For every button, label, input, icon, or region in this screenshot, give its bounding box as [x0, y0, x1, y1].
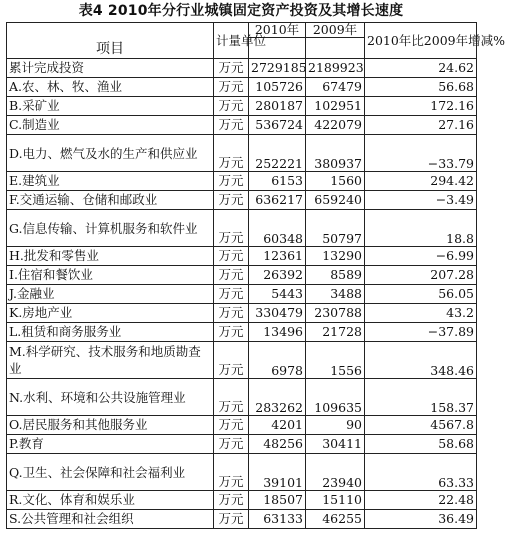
- row-change: 294.42: [365, 172, 477, 191]
- row-change: 27.16: [365, 116, 477, 135]
- row-value-2009: 1560: [306, 172, 365, 191]
- table-row: [7, 342, 477, 379]
- row-name: 累计完成投资: [7, 59, 214, 78]
- row-name: G.信息传输、计算机服务和软件业: [7, 210, 214, 247]
- header-change: 2010年比2009年增减%: [365, 23, 477, 59]
- row-value-2010: 280187: [249, 97, 306, 116]
- row-name: K.房地产业: [7, 304, 214, 323]
- row-value-2010: 63133: [249, 510, 306, 529]
- row-value-2010: 105726: [249, 78, 306, 97]
- row-change: −37.89: [365, 323, 477, 342]
- row-value-2009: 380937: [306, 135, 365, 172]
- row-unit: 万元: [214, 247, 249, 266]
- table-row: [7, 116, 477, 135]
- row-name: R.文化、体育和娱乐业: [7, 491, 214, 510]
- row-change: −33.79: [365, 135, 477, 172]
- row-value-2010: 6978: [249, 342, 306, 379]
- row-value-2010: 6153: [249, 172, 306, 191]
- table-row: [7, 454, 477, 491]
- table-row: [7, 304, 477, 323]
- row-unit: 万元: [214, 97, 249, 116]
- row-value-2010: 39101: [249, 454, 306, 491]
- table-row: [7, 285, 477, 304]
- row-value-2009: 67479: [306, 78, 365, 97]
- row-unit: 万元: [214, 323, 249, 342]
- table-row: [7, 59, 477, 78]
- row-change: 36.49: [365, 510, 477, 529]
- table-body: [7, 59, 477, 529]
- table-row: [7, 416, 477, 435]
- row-value-2010: 60348: [249, 210, 306, 247]
- row-value-2009: 659240: [306, 191, 365, 210]
- row-name: D.电力、燃气及水的生产和供应业: [7, 135, 214, 172]
- row-unit: 万元: [214, 172, 249, 191]
- row-value-2010: 13496: [249, 323, 306, 342]
- row-name: L.租赁和商务服务业: [7, 323, 214, 342]
- row-unit: 万元: [214, 266, 249, 285]
- row-change: −6.99: [365, 247, 477, 266]
- row-value-2009: 21728: [306, 323, 365, 342]
- row-name: S.公共管理和社会组织: [7, 510, 214, 529]
- row-name: C.制造业: [7, 116, 214, 135]
- table-row: [7, 435, 477, 454]
- row-name: E.建筑业: [7, 172, 214, 191]
- row-unit: 万元: [214, 416, 249, 435]
- row-change: 56.05: [365, 285, 477, 304]
- row-value-2009: 46255: [306, 510, 365, 529]
- row-value-2010: 252221: [249, 135, 306, 172]
- table-title: 表4 2010年分行业城镇固定资产投资及其增长速度: [78, 3, 404, 19]
- row-unit: 万元: [214, 59, 249, 78]
- row-unit: 万元: [214, 379, 249, 416]
- row-name: P.教育: [7, 435, 214, 454]
- row-change: 58.68: [365, 435, 477, 454]
- row-value-2009: 30411: [306, 435, 365, 454]
- row-name: I.住宿和餐饮业: [7, 266, 214, 285]
- row-unit: 万元: [214, 78, 249, 97]
- row-unit: 万元: [214, 304, 249, 323]
- table-row: [7, 379, 477, 416]
- row-name: O.居民服务和其他服务业: [7, 416, 214, 435]
- row-value-2009: 8589: [306, 266, 365, 285]
- row-value-2010: 636217: [249, 191, 306, 210]
- row-value-2010: 5443: [249, 285, 306, 304]
- investment-table: [6, 22, 505, 529]
- row-value-2009: 1556: [306, 342, 365, 379]
- row-name: F.交通运输、仓储和邮政业: [7, 191, 214, 210]
- table-row: [7, 510, 477, 529]
- row-value-2009: 422079: [306, 116, 365, 135]
- row-name: J.金融业: [7, 285, 214, 304]
- table-row: [7, 266, 477, 285]
- row-change: 63.33: [365, 454, 477, 491]
- row-change: 4567.8: [365, 416, 477, 435]
- table-row: [7, 172, 477, 191]
- row-unit: 万元: [214, 435, 249, 454]
- row-value-2009: 50797: [306, 210, 365, 247]
- row-value-2009: 109635: [306, 379, 365, 416]
- row-value-2009: 90: [306, 416, 365, 435]
- row-unit: 万元: [214, 191, 249, 210]
- row-value-2010: 330479: [249, 304, 306, 323]
- row-value-2009: 230788: [306, 304, 365, 323]
- row-unit: 万元: [214, 491, 249, 510]
- table-row: [7, 97, 477, 116]
- row-value-2010: 4201: [249, 416, 306, 435]
- row-value-2009: 102951: [306, 97, 365, 116]
- table-row: [7, 247, 477, 266]
- row-value-2010: 18507: [249, 491, 306, 510]
- row-change: 24.62: [365, 59, 477, 78]
- row-unit: 万元: [214, 510, 249, 529]
- row-value-2009: 13290: [306, 247, 365, 266]
- header-2010: 2010年: [249, 23, 306, 38]
- table-row: [7, 78, 477, 97]
- row-name: H.批发和零售业: [7, 247, 214, 266]
- row-change: 172.16: [365, 97, 477, 116]
- table-row: [7, 210, 477, 247]
- row-name: N.水利、环境和公共设施管理业: [7, 379, 214, 416]
- row-value-2009: 3488: [306, 285, 365, 304]
- row-value-2010: 2729185: [249, 59, 306, 78]
- header-2009-blank: [306, 38, 365, 59]
- row-unit: 万元: [214, 210, 249, 247]
- table-row: [7, 135, 477, 172]
- row-change: 207.28: [365, 266, 477, 285]
- row-name: B.采矿业: [7, 97, 214, 116]
- row-unit: 万元: [214, 116, 249, 135]
- row-unit: 万元: [214, 135, 249, 172]
- row-value-2010: 26392: [249, 266, 306, 285]
- table-row: [7, 191, 477, 210]
- row-value-2010: 48256: [249, 435, 306, 454]
- row-unit: 万元: [214, 454, 249, 491]
- row-value-2010: 283262: [249, 379, 306, 416]
- row-change: 348.46: [365, 342, 477, 379]
- header-unit: 计量单位: [214, 23, 249, 59]
- table-row: [7, 491, 477, 510]
- row-change: 18.8: [365, 210, 477, 247]
- row-value-2009: 23940: [306, 454, 365, 491]
- row-change: 43.2: [365, 304, 477, 323]
- header-2009: 2009年: [306, 23, 365, 38]
- row-value-2009: 2189923: [306, 59, 365, 78]
- row-value-2010: 12361: [249, 247, 306, 266]
- table-row: [7, 323, 477, 342]
- row-value-2009: 15110: [306, 491, 365, 510]
- row-change: 22.48: [365, 491, 477, 510]
- row-unit: 万元: [214, 342, 249, 379]
- row-change: 56.68: [365, 78, 477, 97]
- row-value-2010: 536724: [249, 116, 306, 135]
- row-change: −3.49: [365, 191, 477, 210]
- row-name: Q.卫生、社会保障和社会福利业: [7, 454, 214, 491]
- header-item: 项目: [7, 23, 214, 59]
- row-name: M.科学研究、技术服务和地质勘查业: [7, 342, 214, 379]
- row-unit: 万元: [214, 285, 249, 304]
- row-change: 158.37: [365, 379, 477, 416]
- row-name: A.农、林、牧、渔业: [7, 78, 214, 97]
